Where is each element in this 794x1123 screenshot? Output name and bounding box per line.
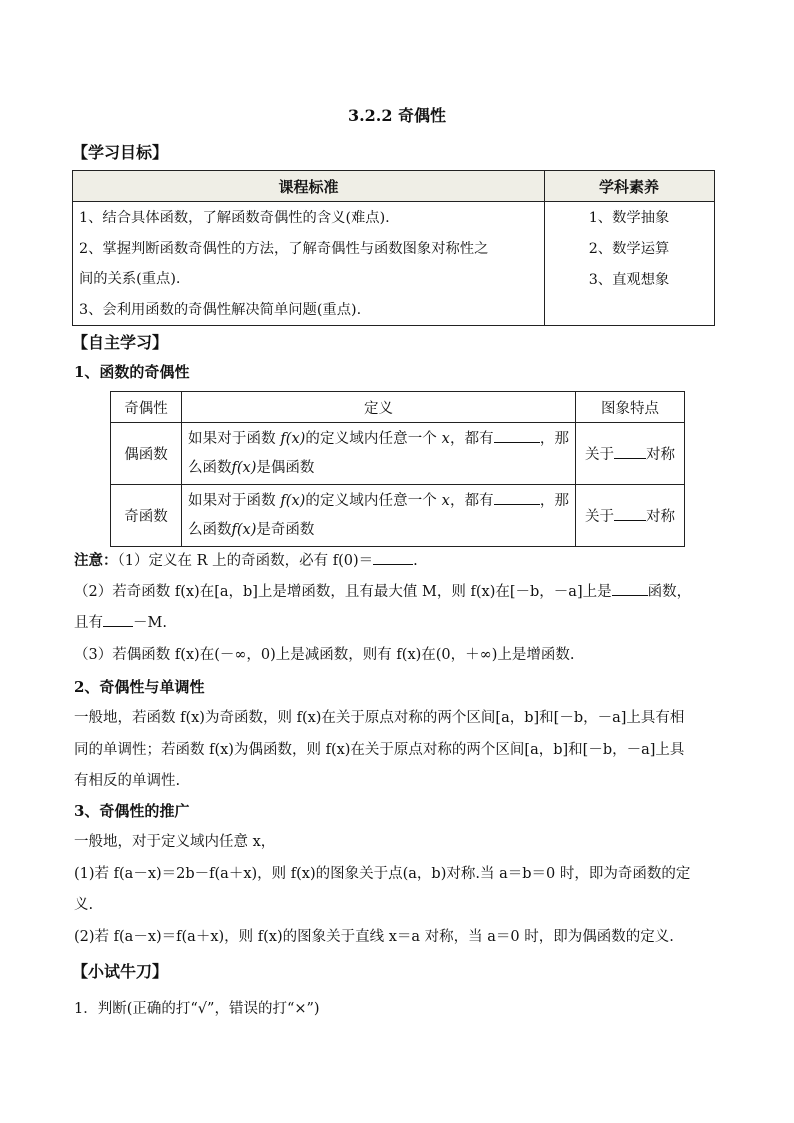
standard-item-2b: 间的关系(重点). <box>79 271 181 287</box>
note-3: （3）若偶函数 f(x)在(－∞，0)上是减函数，则有 f(x)在(0，＋∞)上是增函数. <box>74 647 575 663</box>
standard-item-3: 3、会利用函数的奇偶性解决简单问题(重点). <box>79 301 362 318</box>
even-function-feature: 关于 对称 <box>576 423 685 485</box>
monotonicity-line-1: 一般地，若函数 f(x)为奇函数，则 f(x)在关于原点对称的两个区间[a，b]和[－b，－a]上具有相 <box>74 710 685 726</box>
literacy-item-1: 1、数学抽象 <box>588 210 670 226</box>
row-even-function <box>111 423 685 485</box>
literacy-item-3: 3、直观想象 <box>588 272 670 288</box>
question-1: 1．判断(正确的打“√”，错误的打“×”) <box>74 1001 320 1017</box>
generalization-line-3: 义. <box>74 897 94 913</box>
goals-table <box>72 170 715 326</box>
header-graph-feature: 图象特点 <box>576 392 685 423</box>
section-heading-goals: 【学习目标】 <box>72 143 169 162</box>
generalization-line-1: 一般地，对于定义域内任意 x， <box>74 834 276 850</box>
odd-function-name: 奇函数 <box>111 485 182 547</box>
subheading-parity: 1、函数的奇偶性 <box>74 363 190 381</box>
even-function-definition: 如果对于函数 f(x)的定义域内任意一个 x，都有 ，那么函数f(x)是偶函数 <box>182 423 576 485</box>
even-feature-blank <box>614 458 646 459</box>
generalization-line-4: (2)若 f(a－x)＝f(a＋x)，则 f(x)的图象关于直线 x＝a 对称，当 a＝0 时，即为偶函数的定义. <box>74 929 674 945</box>
note-2-cont: 且有 －M. <box>74 615 167 631</box>
header-literacy: 学科素养 <box>598 178 659 196</box>
monotonicity-line-2: 同的单调性；若函数 f(x)为偶函数，则 f(x)在关于原点对称的两个区间[a，b]和[－b，－a]上具 <box>74 742 685 758</box>
even-definition-blank <box>494 442 540 443</box>
row-odd-function <box>111 485 685 547</box>
page-title: 3.2.2 奇偶性 <box>347 106 447 125</box>
subheading-parity-monotonicity: 2、奇偶性与单调性 <box>74 678 205 696</box>
standard-item-2a: 2、掌握判断函数奇偶性的方法，了解奇偶性与函数图象对称性之 <box>79 240 489 257</box>
course-standard-list <box>79 203 541 325</box>
literacy-item-2: 2、数学运算 <box>588 241 670 257</box>
note-1: 注意：（1）定义在 R 上的奇函数，必有 f(0)＝ . <box>74 552 418 569</box>
note-1-blank <box>373 564 413 565</box>
subheading-parity-generalization: 3、奇偶性的推广 <box>74 802 190 820</box>
definition-table-header <box>111 392 685 423</box>
odd-function-feature: 关于 对称 <box>576 485 685 547</box>
literacy-list <box>544 203 714 296</box>
definition-table <box>110 391 685 547</box>
odd-definition-blank <box>494 504 540 505</box>
note-2-blank-a <box>612 595 648 596</box>
header-parity: 奇偶性 <box>111 392 182 423</box>
odd-feature-blank <box>614 520 646 521</box>
note-2: （2）若奇函数 f(x)在[a，b]上是增函数，且有最大值 M，则 f(x)在[－b，－a]上是 函数， <box>74 584 692 600</box>
section-heading-self-study: 【自主学习】 <box>72 333 169 352</box>
header-definition: 定义 <box>182 392 576 423</box>
monotonicity-line-3: 有相反的单调性. <box>74 773 181 789</box>
odd-function-definition: 如果对于函数 f(x)的定义域内任意一个 x，都有 ，那么函数f(x)是奇函数 <box>182 485 576 547</box>
note-2-blank-b <box>103 626 133 627</box>
generalization-line-2: (1)若 f(a－x)＝2b－f(a＋x)，则 f(x)的图象关于点(a，b)对称.当 a＝b＝0 时，即为奇函数的定 <box>74 866 691 882</box>
section-heading-try: 【小试牛刀】 <box>72 962 169 981</box>
standard-item-1: 1、结合具体函数，了解函数奇偶性的含义(难点). <box>79 210 390 226</box>
header-course-standard: 课程标准 <box>278 178 339 196</box>
even-function-name: 偶函数 <box>111 423 182 485</box>
